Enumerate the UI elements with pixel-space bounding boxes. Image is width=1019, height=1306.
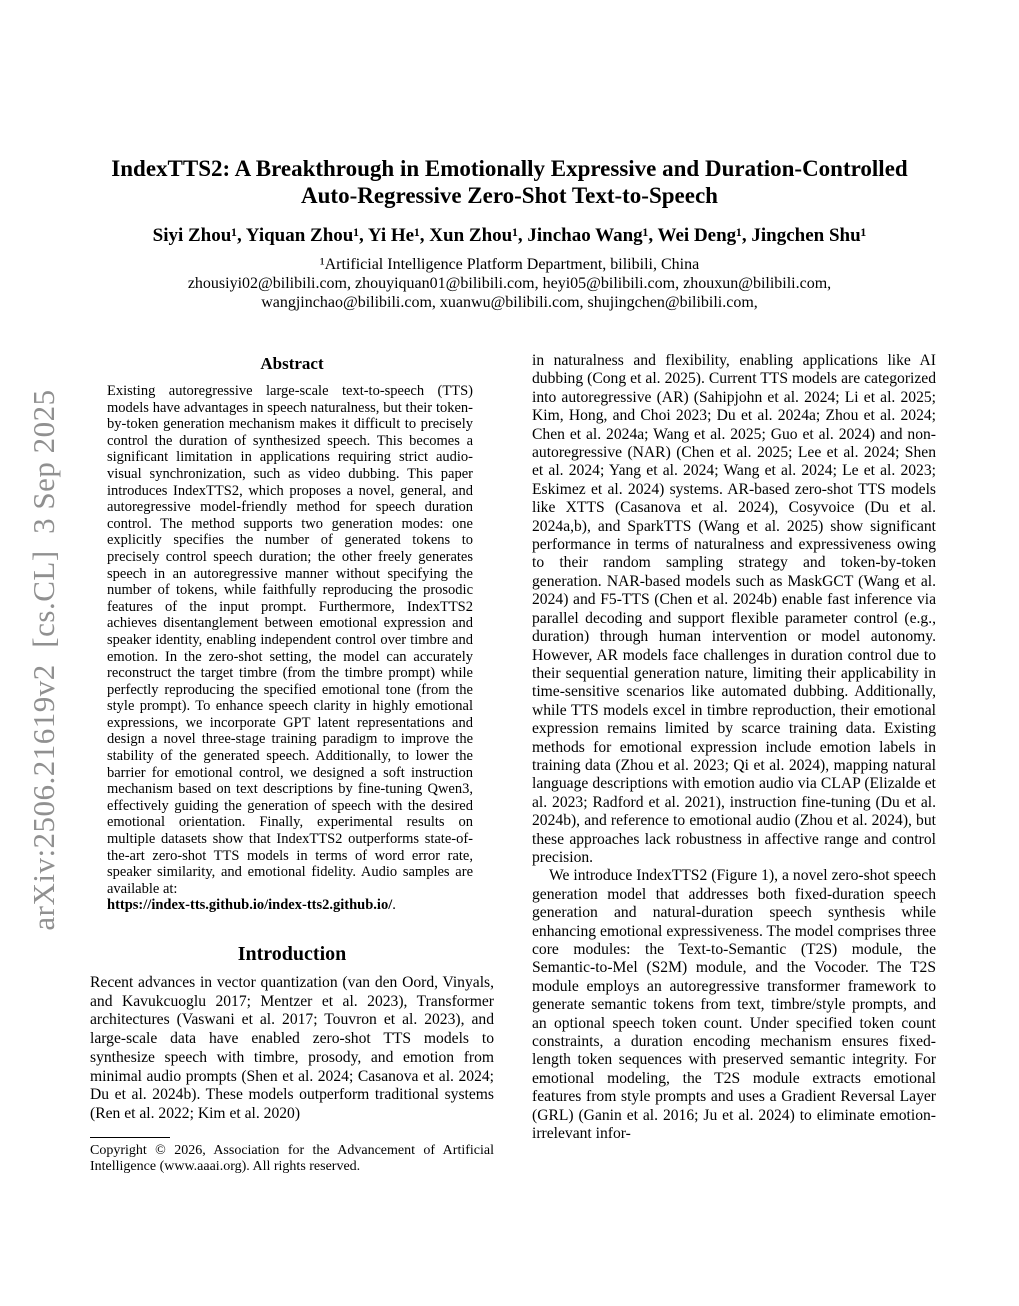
left-column xyxy=(90,352,494,1176)
paper-title-line-2: Auto-Regressive Zero-Shot Text-to-Speech xyxy=(301,183,718,208)
url-period: . xyxy=(392,897,396,914)
paper-header xyxy=(0,155,1019,312)
emails-line-1: zhousiyi02@bilibili.com, zhouyiquan01@bilibili.com, heyi05@bilibili.com, zhouxun@bilibili.com, xyxy=(187,275,832,292)
copyright-text: Copyright © 2026, Association for the Advancement of Artificial Intelligence (www.aaai.org). All rights reserved. xyxy=(90,1142,494,1175)
abstract-heading: Abstract xyxy=(260,354,324,373)
right-column-paragraph-2: We introduce IndexTTS2 (Figure 1), a novel zero-shot speech generation model that addresses both fixed-duration speech generation and natural-duration speech synthesis while enhancing emotional expressiveness. The model comprises three core modules: the Text-to-Semantic (T2S) module, the Semantic-to-Mel (S2M) module, and the Vocoder. The T2S module employs an autoregressive transformer framework to generate semantic tokens from text, timbre/style prompts, and an optional speech token count. Under specified token count constraints, a duration encoding mechanism ensures fixed-length token sequences with preserved semantic integrity. For emotional modeling, the T2S module extracts emotional features from style prompts and uses a Gradient Reversal Layer (GRL) (Ganin et al. 2016; Ju et al. 2024) to eliminate emotion-irrelevant infor- xyxy=(532,867,936,1143)
introduction-heading: Introduction xyxy=(237,943,347,965)
affiliation-line: ¹Artificial Intelligence Platform Department, bilibili, China xyxy=(319,256,700,273)
project-url-link[interactable]: https://index-tts.github.io/index-tts2.github.io/ xyxy=(107,897,393,914)
arxiv-watermark: arXiv:2506.21619v2 [cs.CL] 3 Sep 2025 xyxy=(26,389,61,931)
right-column-paragraph-1: in naturalness and flexibility, enabling applications like AI dubbing (Cong et al. 2025). Current TTS models are categorized into autoregressive (AR) (Sahipjohn et al. 2024; Li et al. 2025; Kim, Hong, and Choi 2023; Du et al. 2024a; Zhou et al. 2024; Chen et al. 2024a; Wang et al. 2025; Guo et al. 2024) and non-autoregressive (NAR) (Chen et al. 2025; Lee et al. 2024; Shen et al. 2024; Yang et al. 2024; Wang et al. 2024; Le et al. 2023; Eskimez et al. 2024) systems. AR-based zero-shot TTS models like XTTS (Casanova et al. 2024), Cosyvoice (Du et al. 2024a,b), and SparkTTS (Wang et al. 2025) show significant performance in terms of naturalness and expressiveness owing to their random sampling strategy and token-by-token generation. NAR-based models such as MaskGCT (Wang et al. 2024) and F5-TTS (Chen et al. 2024b) enable fast inference via parallel decoding and support flexible parameter control (e.g., duration) through human intervention or model autonomy. However, AR models face challenges in duration control due to their sequential generation nature, limiting their applicability in time-sensitive scenarios like automated dubbing. Additionally, while TTS models excel in timbre reproduction, their emotional expression remains limited by scarce training data. Existing methods for emotional expression include emotion labels in training data (Zhou et al. 2023; Qi et al. 2024), mapping natural language descriptions with emotion audio via CLAP (Elizalde et al. 2023; Radford et al. 2021), instruction fine-tuning (Du et al. 2024b), and reference to emotional audio (Zhou et al. 2024), but these approaches lack robustness in affective range and control precision. xyxy=(532,352,936,866)
right-column xyxy=(532,352,936,1143)
abstract-body: Existing autoregressive large-scale text-to-speech (TTS) models have advantages in speech naturalness, but their token-by-token generation mechanism makes it difficult to precisely control the duration of synthesized speech. This becomes a significant limitation in applications requiring strict audio-visual synchronization, such as video dubbing. This paper introduces IndexTTS2, which proposes a novel, general, and autoregressive model-friendly method for speech duration control. The method supports two generation modes: one explicitly specifies the number of generated tokens to precisely control speech duration; the other freely generates speech in an autoregressive manner without specifying the number of tokens, while faithfully reproducing the prosodic features of the input prompt. Furthermore, IndexTTS2 achieves disentanglement between emotional expression and speaker identity, enabling independent control over timbre and emotion. In the zero-shot setting, the model can accurately reconstruct the target timbre (from the timbre prompt) while perfectly reproducing the specified emotional tone (from the style prompt). To enhance speech clarity in highly emotional expressions, we incorporate GPT latent representations and design a novel three-stage training paradigm to improve the stability of the generated speech. Additionally, to lower the barrier for emotional control, we designed a soft instruction mechanism based on text descriptions by fine-tuning Qwen3, effectively guiding the generation of speech with the desired emotional orientation. Finally, experimental results on multiple datasets show that IndexTTS2 outperforms state-of-the-art zero-shot TTS models in terms of word error rate, speaker similarity, and emotional fidelity. Audio samples are available at: xyxy=(107,383,473,897)
footnote-rule xyxy=(90,1137,170,1138)
paper-title-line-1: IndexTTS2: A Breakthrough in Emotionally Expressive and Duration-Controlled xyxy=(111,156,908,181)
copyright-footnote xyxy=(90,1137,494,1176)
authors-line: Siyi Zhou¹, Yiquan Zhou¹, Yi He¹, Xun Zhou¹, Jinchao Wang¹, Wei Deng¹, Jingchen Shu¹ xyxy=(152,225,867,246)
introduction-paragraph: Recent advances in vector quantization (van den Oord, Vinyals, and Kavukcuoglu 2017; Mentzer et al. 2023), Transformer architectures (Vaswani et al. 2017; Touvron et al. 2023), and large-scale data have enabled zero-shot TTS models to synthesize speech with timbre, prosody, and emotion from minimal audio prompts (Shen et al. 2024; Casanova et al. 2024; Du et al. 2024b). These models outperform traditional systems (Ren et al. 2022; Kim et al. 2020) xyxy=(90,974,494,1122)
emails-line-2: wangjinchao@bilibili.com, xuanwu@bilibili.com, shujingchen@bilibili.com, xyxy=(261,294,758,311)
abstract-url-line xyxy=(107,897,473,914)
